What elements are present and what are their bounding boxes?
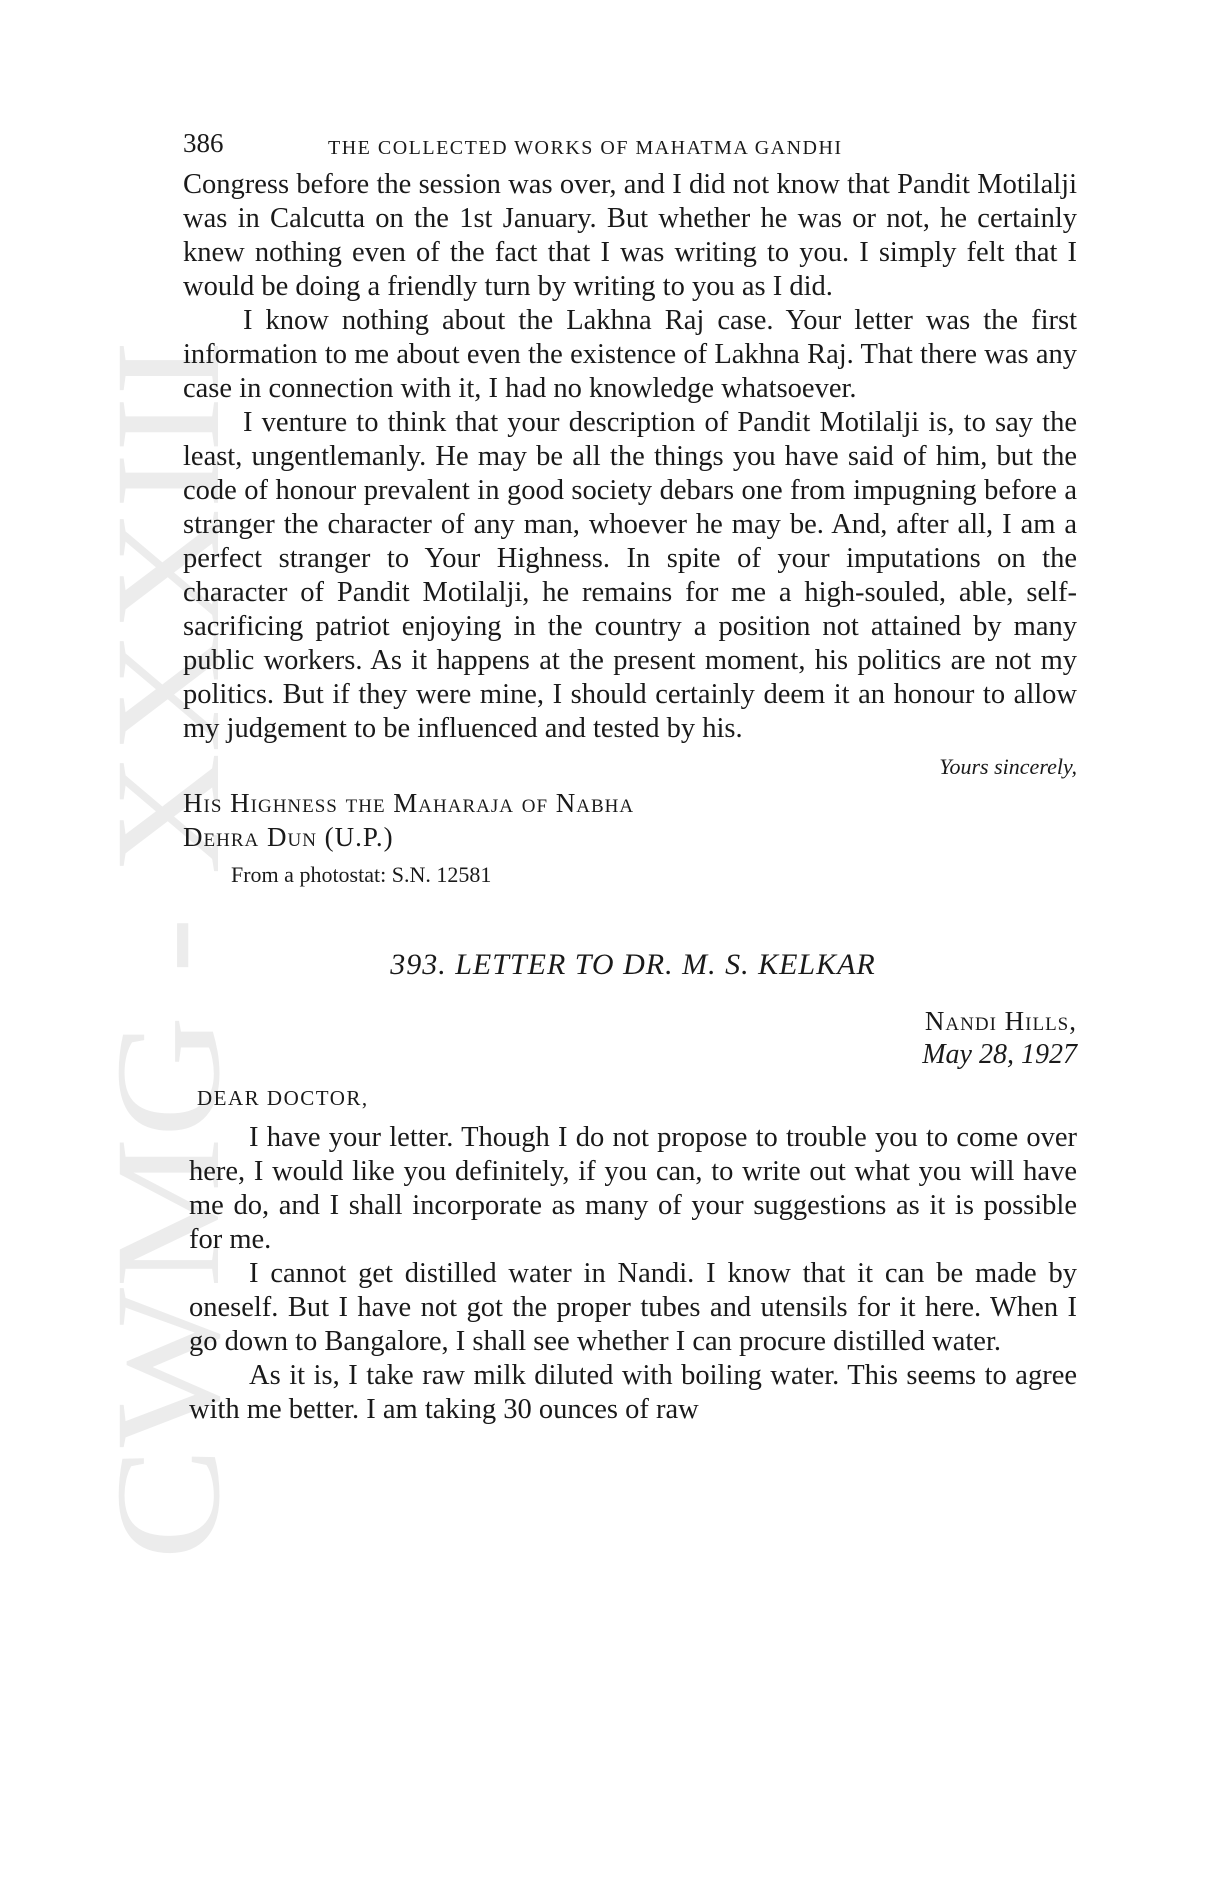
- paragraph: I know nothing about the Lakhna Raj case. Your letter was the first information to me about even the existence of Lakhna Raj. That there was any case in connection with it, I had no knowledge whatsoever.: [183, 305, 1077, 404]
- addressee: [183, 786, 1077, 854]
- paragraph: As it is, I take raw milk diluted with boiling water. This seems to agree with me better. I am taking 30 ounces of raw: [189, 1360, 1077, 1425]
- addressee-name: His Highness the Maharaja of Nabha: [183, 788, 635, 818]
- source-note: From a photostat: S.N. 12581: [231, 862, 492, 887]
- paragraph: I venture to think that your description of Pandit Motilalji is, to say the least, ungentlemanly. He may be all the things you have said of him, but the code of honour prevalent in good society debars one from impugning before a stranger the character of any man, whoever he may be. And, after all, I am a perfect stranger to Your Highness. In spite of your imputations on the character of Pandit Motilalji, he remains for me a high-souled, able, self-sacrificing patriot enjoying in the country a position not attained by many public workers. As it happens at the present moment, his politics are not my politics. But if they were mine, I should certainly deem it an honour to allow my judgement to be influenced and tested by his.: [183, 407, 1077, 744]
- closing: Yours sincerely,: [939, 754, 1077, 779]
- paragraph: I have your letter. Though I do not propose to trouble you to come over here, I would like you definitely, if you can, to write out what you will have me do, and I shall incorporate as many of your suggestions as it is possible for me.: [189, 1122, 1077, 1255]
- dateline-place: Nandi Hills,: [924, 1006, 1077, 1036]
- running-title: THE COLLECTED WORKS OF MAHATMA GANDHI: [328, 137, 843, 159]
- page-number: 386: [183, 128, 224, 158]
- dateline-date: May 28, 1927: [922, 1039, 1077, 1070]
- page: [183, 128, 1077, 1427]
- section-heading: 393. LETTER TO DR. M. S. KELKAR: [390, 948, 876, 981]
- watermark-text: CWMG XXXIII: [110, 476, 250, 1560]
- letter-to-kelkar: [189, 948, 1077, 1427]
- salutation: DEAR DOCTOR,: [197, 1086, 369, 1110]
- letter-to-maharaja: [183, 168, 1077, 888]
- running-head: [183, 128, 1077, 168]
- paragraph: I cannot get distilled water in Nandi. I know that it can be made by oneself. But I have not got the proper tubes and utensils for it here. When I go down to Bangalore, I shall see whether I can procure distilled water.: [189, 1258, 1077, 1357]
- addressee-location: Dehra Dun (U.P.): [183, 822, 394, 852]
- paragraph: Congress before the session was over, and I did not know that Pandit Motilalji was in Calcutta on the 1st January. But whether he was or not, he certainly knew nothing even of the fact that I was writing to you. I simply felt that I would be doing a friendly turn by writing to you as I did.: [183, 169, 1077, 302]
